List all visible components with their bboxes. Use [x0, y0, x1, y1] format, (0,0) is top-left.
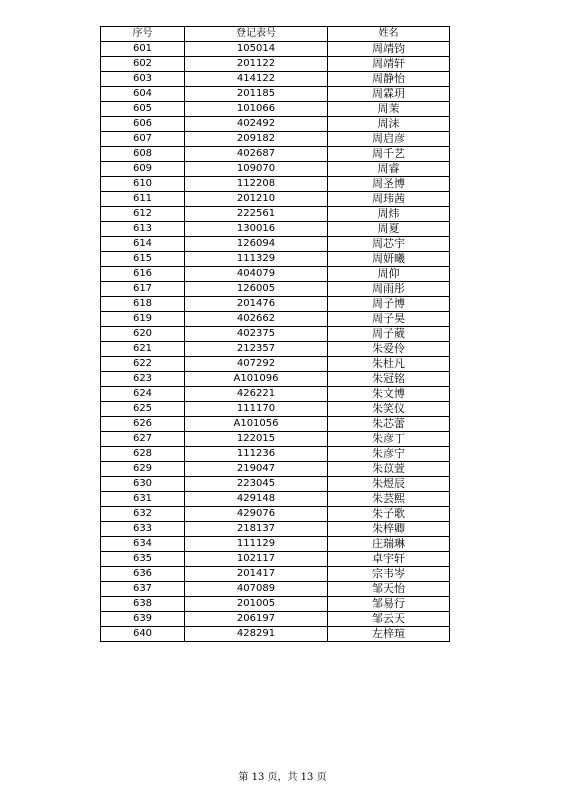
registration-number-cell: 426221 [185, 387, 328, 402]
table-row [101, 567, 450, 582]
header-name: 姓名 [328, 27, 450, 42]
table-row [101, 537, 450, 552]
name-cell: 朱子歌 [328, 507, 450, 522]
table-row [101, 102, 450, 117]
table-row [101, 42, 450, 57]
serial-number-cell: 611 [101, 192, 185, 207]
name-cell: 卓宇轩 [328, 552, 450, 567]
registration-number-cell: 402375 [185, 327, 328, 342]
name-cell: 邹天怡 [328, 582, 450, 597]
table-row [101, 417, 450, 432]
table-row [101, 507, 450, 522]
table-row [101, 522, 450, 537]
table-row [101, 267, 450, 282]
table-row [101, 342, 450, 357]
registration-number-cell: 201476 [185, 297, 328, 312]
table-row [101, 462, 450, 477]
registration-number-cell: 122015 [185, 432, 328, 447]
registration-number-cell: 201210 [185, 192, 328, 207]
serial-number-cell: 608 [101, 147, 185, 162]
table-row [101, 297, 450, 312]
serial-number-cell: 630 [101, 477, 185, 492]
name-cell: 周靖钧 [328, 42, 450, 57]
name-cell: 周玮茜 [328, 192, 450, 207]
registration-number-cell: 130016 [185, 222, 328, 237]
name-cell: 朱笑仪 [328, 402, 450, 417]
name-cell: 周夏 [328, 222, 450, 237]
table-row [101, 327, 450, 342]
name-cell: 朱文博 [328, 387, 450, 402]
name-cell: 朱梓卿 [328, 522, 450, 537]
registration-number-cell: 126005 [185, 282, 328, 297]
registration-number-cell: 201005 [185, 597, 328, 612]
name-cell: 朱芸熙 [328, 492, 450, 507]
name-cell: 周圣博 [328, 177, 450, 192]
table-row [101, 552, 450, 567]
name-cell: 周靖轩 [328, 57, 450, 72]
name-cell: 周子昊 [328, 312, 450, 327]
serial-number-cell: 607 [101, 132, 185, 147]
registration-number-cell: 414122 [185, 72, 328, 87]
registration-number-cell: 201417 [185, 567, 328, 582]
serial-number-cell: 623 [101, 372, 185, 387]
table-row [101, 447, 450, 462]
serial-number-cell: 635 [101, 552, 185, 567]
serial-number-cell: 606 [101, 117, 185, 132]
name-cell: 周妍曦 [328, 252, 450, 267]
registration-number-cell: 222561 [185, 207, 328, 222]
serial-number-cell: 617 [101, 282, 185, 297]
serial-number-cell: 640 [101, 627, 185, 642]
table-row [101, 627, 450, 642]
name-cell: 宗韦岑 [328, 567, 450, 582]
name-cell: 周雨彤 [328, 282, 450, 297]
table-row [101, 597, 450, 612]
registration-number-cell: 402687 [185, 147, 328, 162]
table-row [101, 282, 450, 297]
serial-number-cell: 628 [101, 447, 185, 462]
table-row [101, 177, 450, 192]
table-row [101, 432, 450, 447]
serial-number-cell: 609 [101, 162, 185, 177]
serial-number-cell: 632 [101, 507, 185, 522]
header-serial-number: 序号 [101, 27, 185, 42]
table-row [101, 237, 450, 252]
name-cell: 朱苡萱 [328, 462, 450, 477]
serial-number-cell: 633 [101, 522, 185, 537]
registration-number-cell: 105014 [185, 42, 328, 57]
header-registration-number: 登记表号 [185, 27, 328, 42]
table-header [101, 27, 450, 42]
serial-number-cell: 614 [101, 237, 185, 252]
name-cell: 周芯宇 [328, 237, 450, 252]
table-row [101, 492, 450, 507]
registration-number-cell: A101056 [185, 417, 328, 432]
page-footer: 第 13 页，共 13 页 [238, 772, 327, 783]
name-cell: 周茉 [328, 102, 450, 117]
serial-number-cell: 621 [101, 342, 185, 357]
name-cell: 朱彦宁 [328, 447, 450, 462]
name-cell: 周启彦 [328, 132, 450, 147]
name-cell: 周仰 [328, 267, 450, 282]
registration-number-cell: 111329 [185, 252, 328, 267]
table-row [101, 132, 450, 147]
registration-number-cell: 402492 [185, 117, 328, 132]
table-row [101, 72, 450, 87]
header-row [101, 27, 450, 42]
name-cell: 邹云天 [328, 612, 450, 627]
registration-number-cell: A101096 [185, 372, 328, 387]
serial-number-cell: 631 [101, 492, 185, 507]
serial-number-cell: 637 [101, 582, 185, 597]
serial-number-cell: 610 [101, 177, 185, 192]
registration-number-cell: 206197 [185, 612, 328, 627]
serial-number-cell: 624 [101, 387, 185, 402]
serial-number-cell: 625 [101, 402, 185, 417]
table-body [101, 42, 450, 642]
table-row [101, 57, 450, 72]
roster-table [100, 26, 450, 642]
registration-number-cell: 111129 [185, 537, 328, 552]
registration-number-cell: 428291 [185, 627, 328, 642]
name-cell: 周子博 [328, 297, 450, 312]
serial-number-cell: 618 [101, 297, 185, 312]
serial-number-cell: 636 [101, 567, 185, 582]
registration-number-cell: 111170 [185, 402, 328, 417]
registration-number-cell: 407089 [185, 582, 328, 597]
serial-number-cell: 626 [101, 417, 185, 432]
table-row [101, 312, 450, 327]
name-cell: 朱冠铭 [328, 372, 450, 387]
serial-number-cell: 603 [101, 72, 185, 87]
registration-number-cell: 218137 [185, 522, 328, 537]
name-cell: 周炜 [328, 207, 450, 222]
serial-number-cell: 620 [101, 327, 185, 342]
table-row [101, 192, 450, 207]
name-cell: 朱爱伶 [328, 342, 450, 357]
serial-number-cell: 619 [101, 312, 185, 327]
name-cell: 周千艺 [328, 147, 450, 162]
name-cell: 周子葳 [328, 327, 450, 342]
registration-number-cell: 101066 [185, 102, 328, 117]
table-row [101, 162, 450, 177]
registration-number-cell: 102117 [185, 552, 328, 567]
registration-number-cell: 219047 [185, 462, 328, 477]
serial-number-cell: 613 [101, 222, 185, 237]
registration-number-cell: 212357 [185, 342, 328, 357]
registration-number-cell: 201122 [185, 57, 328, 72]
registration-number-cell: 429148 [185, 492, 328, 507]
name-cell: 朱煜辰 [328, 477, 450, 492]
name-cell: 周睿 [328, 162, 450, 177]
registration-number-cell: 126094 [185, 237, 328, 252]
serial-number-cell: 602 [101, 57, 185, 72]
serial-number-cell: 616 [101, 267, 185, 282]
serial-number-cell: 629 [101, 462, 185, 477]
registration-number-cell: 407292 [185, 357, 328, 372]
registration-number-cell: 209182 [185, 132, 328, 147]
registration-number-cell: 404079 [185, 267, 328, 282]
registration-number-cell: 402662 [185, 312, 328, 327]
serial-number-cell: 634 [101, 537, 185, 552]
table-row [101, 582, 450, 597]
name-cell: 朱芯蕾 [328, 417, 450, 432]
serial-number-cell: 612 [101, 207, 185, 222]
serial-number-cell: 622 [101, 357, 185, 372]
serial-number-cell: 605 [101, 102, 185, 117]
name-cell: 周霖玥 [328, 87, 450, 102]
registration-number-cell: 109070 [185, 162, 328, 177]
name-cell: 周沫 [328, 117, 450, 132]
serial-number-cell: 601 [101, 42, 185, 57]
name-cell: 邹易行 [328, 597, 450, 612]
table-row [101, 147, 450, 162]
serial-number-cell: 604 [101, 87, 185, 102]
serial-number-cell: 639 [101, 612, 185, 627]
serial-number-cell: 638 [101, 597, 185, 612]
table-row [101, 402, 450, 417]
table-row [101, 477, 450, 492]
registration-number-cell: 201185 [185, 87, 328, 102]
registration-number-cell: 429076 [185, 507, 328, 522]
table-row [101, 612, 450, 627]
registration-number-cell: 112208 [185, 177, 328, 192]
table-row [101, 387, 450, 402]
name-cell: 朱彦丁 [328, 432, 450, 447]
serial-number-cell: 627 [101, 432, 185, 447]
table-row [101, 357, 450, 372]
name-cell: 左梓瑄 [328, 627, 450, 642]
name-cell: 庄瑞琳 [328, 537, 450, 552]
serial-number-cell: 615 [101, 252, 185, 267]
table-row [101, 372, 450, 387]
registration-number-cell: 111236 [185, 447, 328, 462]
table-row [101, 222, 450, 237]
table-row [101, 207, 450, 222]
name-cell: 周静怡 [328, 72, 450, 87]
name-cell: 朱杜凡 [328, 357, 450, 372]
registration-number-cell: 223045 [185, 477, 328, 492]
table-row [101, 252, 450, 267]
table-row [101, 117, 450, 132]
table-row [101, 87, 450, 102]
